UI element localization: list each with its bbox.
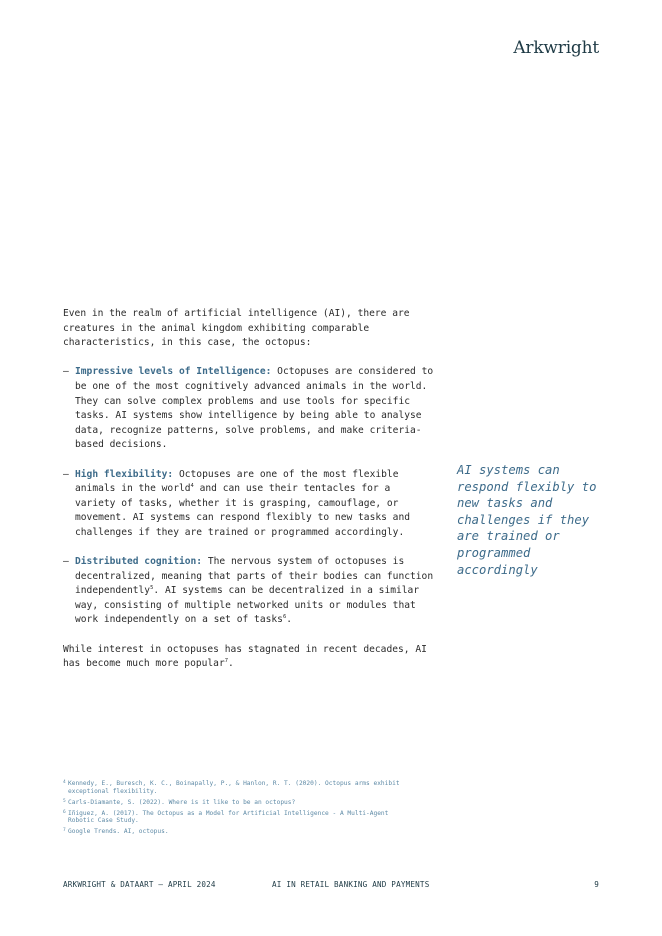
bullet-text: The nervous system of octopuses is decentralized, meaning that parts of their bodies can function independently: [75, 556, 434, 597]
body-text: [63, 307, 435, 672]
closing-text: .: [228, 658, 234, 670]
bullet-term: Distributed cognition:: [75, 556, 203, 568]
closing-text: While interest in octopuses has stagnated in recent decades, AI has become much more popular: [63, 643, 427, 670]
footnote-number: 6: [63, 809, 66, 815]
bullet-text: and can use their tentacles for a variety of tasks, whether it is grasping, camouflage, or movement. AI systems can respond flexibly to new tasks and challenges if they are trained or programmed accordingly.: [75, 483, 411, 538]
bullet-dash: –: [63, 366, 69, 378]
bullet-dash: –: [63, 556, 69, 568]
bullet-text: Octopuses are considered to be one of the most cognitively advanced animals in the world. They can solve complex problems and use tools for specific tasks. AI systems show intelligence by being able to analyse data, recognize patterns, solve problems, and make criteria-based decisions.: [75, 366, 434, 451]
footnote-number: 7: [63, 828, 66, 834]
footnote: [63, 799, 403, 807]
footnote-text: Kennedy, E., Buresch, K. C., Boinapally, P., & Hanlon, R. T. (2020). Octopus arms exhibit exceptional flexibility.: [68, 780, 400, 795]
bullet-dash: –: [63, 468, 69, 480]
footnote-ref[interactable]: 6: [282, 614, 287, 621]
bullet-text: . AI systems can be decentralized in a similar way, consisting of multiple networked units or modules that work independently on a set of tasks: [75, 585, 420, 626]
footer-publisher: ARKWRIGHT & DATAART – APRIL 2024: [63, 880, 216, 889]
footnotes: [63, 780, 403, 840]
bullet-term: Impressive levels of Intelligence:: [75, 366, 272, 378]
footnote-number: 5: [63, 798, 66, 804]
footnote: [63, 810, 403, 825]
closing-paragraph: [63, 643, 435, 672]
bullet-intelligence: [63, 365, 435, 453]
bullet-term: High flexibility:: [75, 468, 174, 480]
intro-paragraph: Even in the realm of artificial intelligence (AI), there are creatures in the animal kingdom exhibiting comparable characteristics, in this case, the octopus:: [63, 308, 410, 349]
bullet-text: Octopuses are one of the most flexible animals in the world: [75, 468, 399, 495]
brand-logo: Arkwright: [513, 38, 599, 58]
bullet-text: .: [286, 614, 293, 626]
bullet-flexibility: [63, 468, 435, 541]
footer-report-title: AI IN RETAIL BANKING AND PAYMENTS: [272, 880, 430, 889]
footnote-text: Carls-Diamante, S. (2022). Where is it like to be an octopus?: [68, 798, 296, 806]
pull-quote: AI systems can respond flexibly to new tasks and challenges if they are trained or programmed accordingly: [457, 463, 597, 577]
footnote-text: Google Trends. AI, octopus.: [68, 828, 169, 836]
bullet-distributed-cognition: [63, 555, 435, 628]
footnote-ref[interactable]: 5: [150, 585, 154, 592]
footnote-ref[interactable]: 7: [224, 658, 229, 665]
footnote-ref[interactable]: 4: [190, 483, 194, 490]
footnote: [63, 780, 403, 795]
footnote-text: Iñiguez, A. (2017). The Octopus as a Model for Artificial Intelligence - A Multi-Agent Robotic Case Study.: [68, 809, 389, 825]
footnote-number: 4: [63, 780, 66, 785]
page-number: 9: [594, 880, 599, 889]
footnote: [63, 828, 403, 836]
